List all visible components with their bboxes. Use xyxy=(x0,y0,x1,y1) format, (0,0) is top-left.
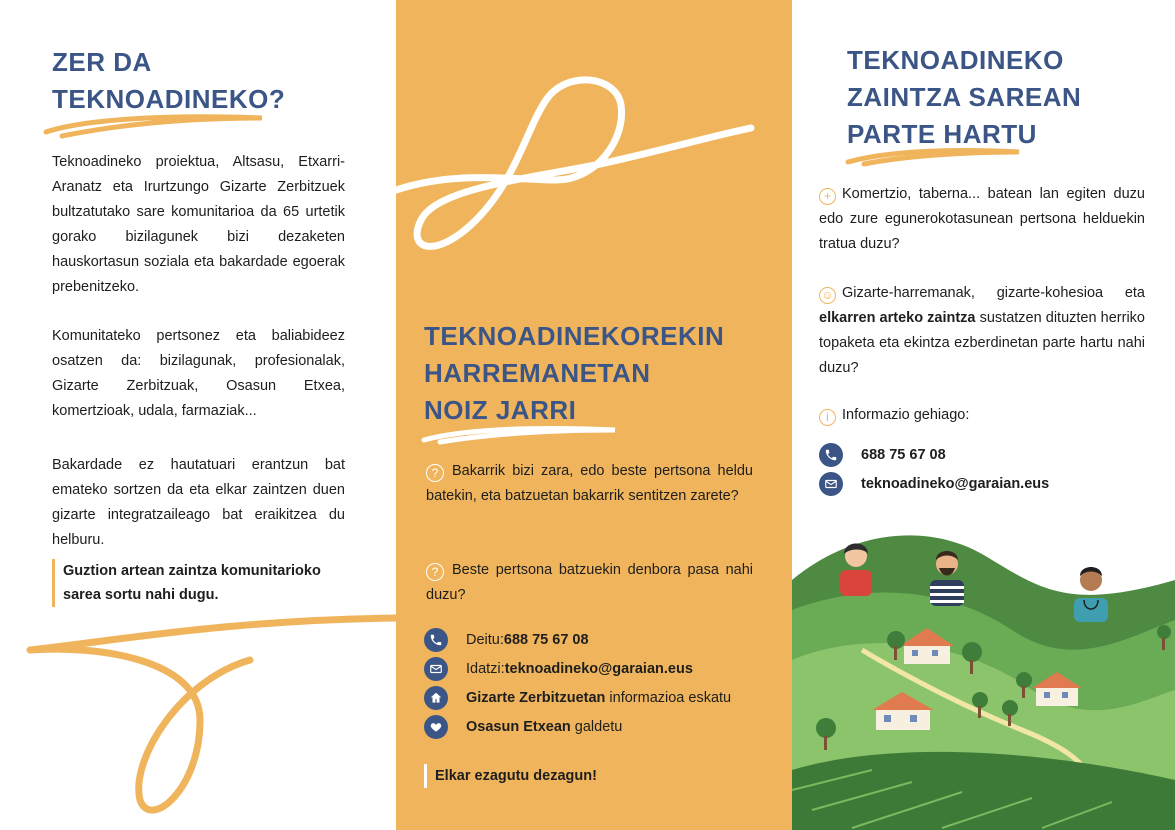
right-paragraph-2-after: sustatzen dituzten herriko topaketa eta ekintza ezberdinetan parte hartu nahi duzu? xyxy=(819,310,1145,376)
info-label: Informazio gehiago: xyxy=(842,407,970,423)
village-landscape-illustration xyxy=(792,520,1175,830)
white-brush-underline xyxy=(420,422,620,446)
contact-health-center-bold: Osasun Etxean xyxy=(466,719,571,735)
person-icon: ☺ xyxy=(819,287,836,304)
left-title-line2: TEKNOADINEKO? xyxy=(52,84,286,114)
contact-health-center-row[interactable] xyxy=(424,715,622,739)
right-title-line1: TEKNOADINEKO xyxy=(847,45,1064,75)
right-panel xyxy=(792,0,1175,830)
decorative-swirl xyxy=(0,600,396,830)
left-paragraph-3: Bakardade ez hautatuari erantzun bat emateko sortzen da eta elkar zaintzen duen gizarte integratzaileago bat eraikitzea du helburu. xyxy=(52,457,345,548)
contact-mail-row[interactable] xyxy=(424,657,693,681)
contact-social-services-row[interactable] xyxy=(424,686,731,710)
right-email-row[interactable] xyxy=(819,472,1049,496)
middle-panel xyxy=(396,0,792,830)
contact-social-services-bold: Gizarte Zerbitzuetan xyxy=(466,690,606,706)
contact-mail-value: teknoadineko@garaian.eus xyxy=(504,661,693,677)
house-icon xyxy=(424,686,448,710)
closing-quote: Elkar ezagutu dezagun! xyxy=(424,764,597,788)
right-title-line3: PARTE HARTU xyxy=(847,119,1037,149)
mail-icon xyxy=(424,657,448,681)
contact-health-center-suffix: galdetu xyxy=(570,719,623,735)
contact-mail-prefix: Idatzi: xyxy=(466,661,505,677)
info-icon: i xyxy=(819,409,836,426)
left-panel xyxy=(0,0,396,830)
left-title-line1: ZER DA xyxy=(52,47,152,77)
right-paragraph-2-bold: elkarren arteko zaintza xyxy=(819,310,976,326)
brush-underline xyxy=(42,112,267,140)
brush-underline xyxy=(844,144,1024,168)
right-title xyxy=(847,42,1081,153)
left-title xyxy=(52,44,285,118)
question-2 xyxy=(426,558,753,608)
question-1-text: Bakarrik bizi zara, edo beste pertsona heldu batekin, eta batzuetan bakarrik sentitzen zarete? xyxy=(426,463,753,504)
right-phone-value: 688 75 67 08 xyxy=(861,447,946,463)
phone-icon xyxy=(819,443,843,467)
middle-title-line1: TEKNOADINEKOREKIN xyxy=(424,321,725,351)
question-icon: ? xyxy=(426,563,444,581)
left-paragraph-2: Komunitateko pertsonez eta baliabideez osatzen da: bizilagunak, profesionalak, Gizarte Zerbitzuak, Osasun Etxea, komertzioak, udala, farmaziak... xyxy=(52,328,345,419)
contact-phone-prefix: Deitu: xyxy=(466,632,504,648)
question-2-text: Beste pertsona batzuekin denbora pasa nahi duzu? xyxy=(426,562,753,603)
question-icon: ? xyxy=(426,464,444,482)
right-paragraph-2-before: Gizarte-harremanak, gizarte-kohesioa eta xyxy=(842,285,1145,301)
left-paragraph-1: Teknoadineko proiektua, Altsasu, Etxarri-Aranatz eta Irurtzungo Gizarte Zerbitzuek bultzatutako sare komunitarioa da 65 urtetik gorako bizilagunek bizi dezaketen hauskortasun soziala eta bakardade egoerak prebenitzeko. xyxy=(52,154,345,295)
white-loop-decoration xyxy=(396,70,792,290)
heart-icon xyxy=(424,715,448,739)
plus-icon: + xyxy=(819,188,836,205)
contact-phone-row[interactable] xyxy=(424,628,589,652)
right-email-value: teknoadineko@garaian.eus xyxy=(861,476,1050,492)
middle-title xyxy=(424,318,724,429)
right-title-line2: ZAINTZA SAREAN xyxy=(847,82,1082,112)
right-phone-row[interactable] xyxy=(819,443,946,467)
phone-icon xyxy=(424,628,448,652)
right-paragraph-1-text: Komertzio, taberna... batean lan egiten duzu edo zure egunerokotasunean pertsona helduekin tratua duzu? xyxy=(819,186,1145,252)
question-1 xyxy=(426,459,753,509)
mail-icon xyxy=(819,472,843,496)
right-paragraph-1 xyxy=(819,182,1145,257)
middle-title-line2: HARREMANETAN xyxy=(424,358,651,388)
contact-social-services-suffix: informazioa eskatu xyxy=(605,690,732,706)
contact-phone-value: 688 75 67 08 xyxy=(503,632,589,648)
right-paragraph-2 xyxy=(819,281,1145,381)
info-label-row xyxy=(819,403,1145,428)
left-quote: Guztion artean zaintza komunitarioko sarea sortu nahi dugu. xyxy=(52,559,354,607)
middle-title-line3: NOIZ JARRI xyxy=(424,395,577,425)
